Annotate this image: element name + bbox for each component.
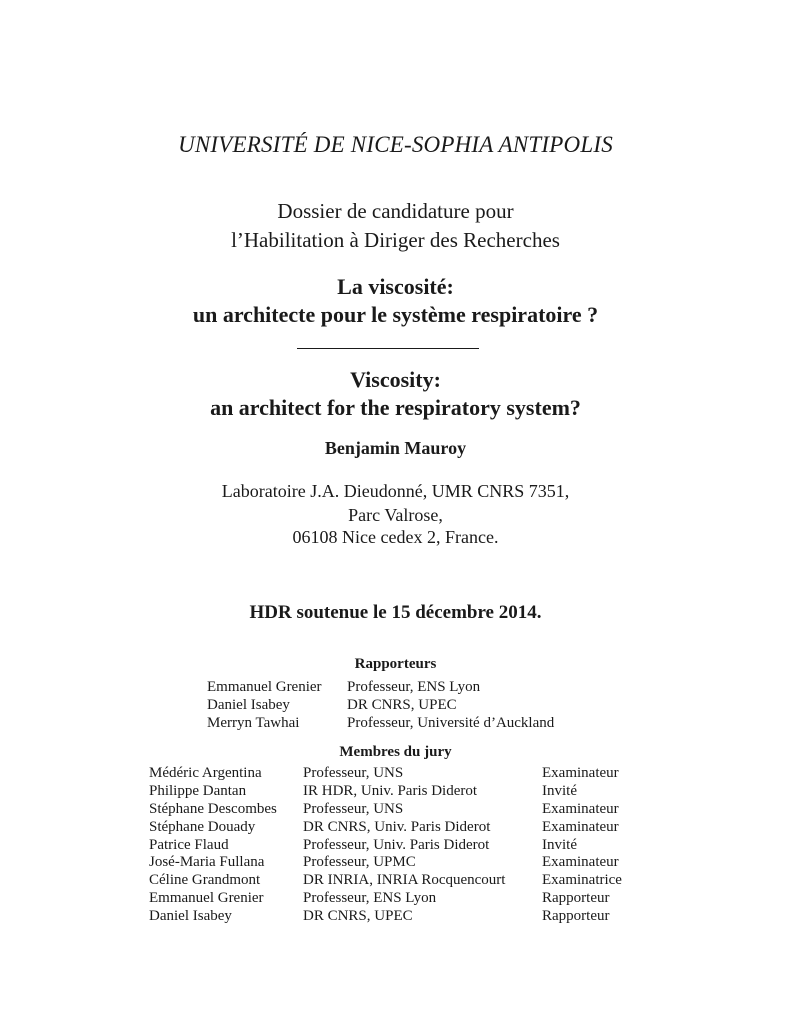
member-name: Philippe Dantan [149,782,247,799]
address-line-1: Laboratoire J.A. Dieudonné, UMR CNRS 7351, [221,481,570,501]
member-role: Rapporteur [542,908,610,925]
member-role: Examinateur [542,854,619,871]
member-position: Professeur, UNS [303,800,404,817]
member-name: Merryn Tawhai [207,714,300,731]
table-row [149,765,642,783]
title-fr-line-2: un architecte pour le système respiratoire ? [192,302,599,327]
member-role: Examinatrice [542,872,622,889]
table-row [207,715,587,733]
member-position: Professeur, Université d’Auckland [347,714,555,731]
member-position: DR CNRS, Univ. Paris Diderot [303,818,491,835]
member-name: Stéphane Douady [149,818,256,835]
member-name: Daniel Isabey [207,696,290,713]
title-en-line-2: an architect for the respiratory system? [210,395,581,420]
jury-table [149,765,642,926]
jury-heading: Membres du jury [339,744,452,760]
university-name: UNIVERSITÉ DE NICE-SOPHIA ANTIPOLIS [178,132,613,157]
table-row [149,783,642,801]
member-name: Daniel Isabey [149,908,232,925]
member-name: José-Maria Fullana [149,854,265,871]
member-position: IR HDR, Univ. Paris Diderot [303,782,478,799]
member-role: Examinateur [542,800,619,817]
table-row [149,890,642,908]
title-fr-line-1: La viscosité: [337,274,454,299]
member-name: Emmanuel Grenier [149,890,264,907]
member-position: Professeur, Univ. Paris Diderot [303,836,490,853]
member-role: Examinateur [542,818,619,835]
table-row [149,872,642,890]
member-name: Emmanuel Grenier [207,679,322,695]
member-role: Rapporteur [542,890,610,907]
member-position: Professeur, ENS Lyon [303,890,437,907]
title-en-line-1: Viscosity: [350,367,441,392]
member-position: DR CNRS, UPEC [303,908,413,925]
member-position: Professeur, UNS [303,765,404,781]
member-name: Céline Grandmont [149,872,261,889]
table-row [149,854,642,872]
address-line-3: 06108 Nice cedex 2, France. [292,527,499,547]
table-row [149,801,642,819]
rapporteurs-heading: Rapporteurs [354,656,437,672]
rapporteurs-table [207,679,587,733]
dossier-line-2: l’Habilitation à Diriger des Recherches [231,228,560,252]
member-position: DR INRIA, INRIA Rocquencourt [303,872,506,889]
table-row [149,837,642,855]
table-row [207,697,587,715]
member-name: Médéric Argentina [149,765,262,781]
table-row [149,819,642,837]
author-name: Benjamin Mauroy [324,438,467,458]
member-position: Professeur, UPMC [303,854,416,871]
table-row [149,908,642,926]
table-row [207,679,587,697]
member-name: Stéphane Descombes [149,800,277,817]
member-role: Invité [542,782,577,799]
title-divider [297,348,479,349]
address-line-2: Parc Valrose, [348,505,443,525]
member-position: DR CNRS, UPEC [347,696,457,713]
member-role: Invité [542,836,577,853]
member-role: Examinateur [542,765,619,781]
defense-date: HDR soutenue le 15 décembre 2014. [249,602,542,623]
dossier-line-1: Dossier de candidature pour [277,199,514,223]
member-name: Patrice Flaud [149,836,229,853]
member-position: Professeur, ENS Lyon [347,679,481,695]
